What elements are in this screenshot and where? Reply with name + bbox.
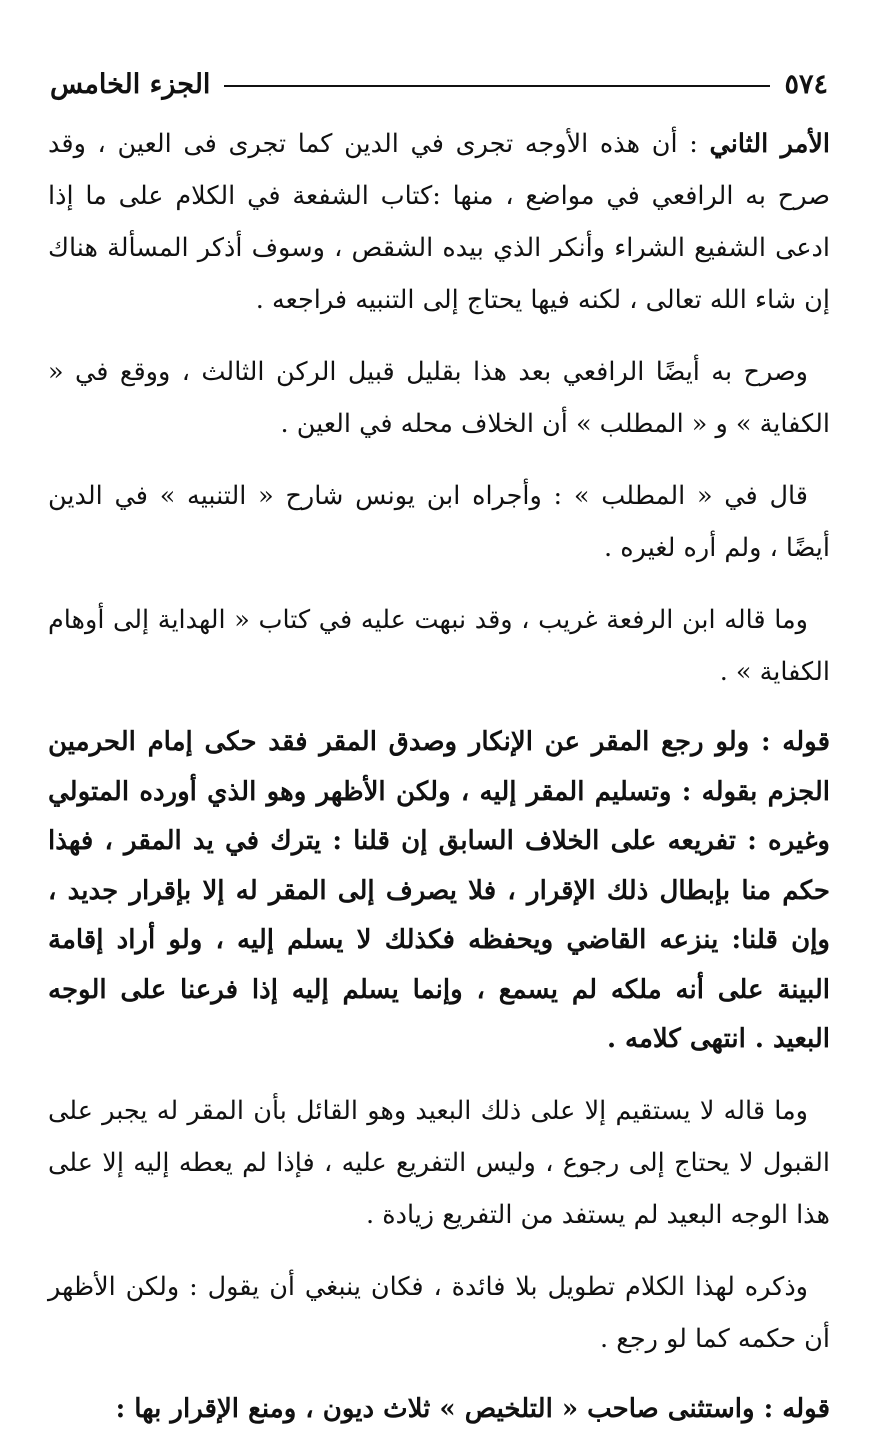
paragraph: وصرح به أيضًا الرافعي بعد هذا بقليل قبيل الركن الثالث ، ووقع في « الكفاية » و « المطلب » أن الخلاف محله في العين . xyxy=(48,357,830,439)
page-number: ٥٧٤ xyxy=(784,68,828,100)
paragraph: قال في « المطلب » : وأجراه ابن يونس شارح « التنبيه » في الدين أيضًا ، ولم أره لغيره . xyxy=(48,481,830,563)
quoted-paragraph: قوله : ولو رجع المقر عن الإنكار وصدق المقر فقد حكى إمام الحرمين الجزم بقوله : وتسليم المقر إليه ، ولكن الأظهر وهو الذي أورده المتولي وغيره : تفريعه على الخلاف السابق إن قلنا : يترك في يد المقر ، فهذا حكم منا بإبطال ذلك الإقرار ، فلا يصرف إلى المقر له إلا بإقرار جديد ، وإن قلنا: ينزعه القاضي ويحفظه فكذلك لا يسلم إليه ، ولو أراد إقامة البينة على أنه ملكه لم يسمع ، وإنما يسلم إليه إذا فرعنا على الوجه البعيد . انتهى كلامه . xyxy=(48,727,830,1054)
paragraph: وما قاله ابن الرفعة غريب ، وقد نبهت عليه في كتاب « الهداية إلى أوهام الكفاية » . xyxy=(48,605,830,687)
paragraph: وذكره لهذا الكلام تطويل بلا فائدة ، فكان ينبغي أن يقول : ولكن الأظهر أن حكمه كما لو رجع . xyxy=(48,1271,830,1354)
paragraph: وما قاله لا يستقيم إلا على ذلك البعيد وهو القائل بأن المقر له يجبر على القبول لا يحتاج إلى رجوع ، وليس التفريع عليه ، فإذا لم يعطه إليه إلا على هذا الوجه البعيد لم يستفد من التفريع زيادة . xyxy=(48,1095,830,1230)
running-title: الجزء الخامس xyxy=(50,68,211,100)
paragraph-text: : أن هذه الأوجه تجرى في الدين كما تجرى فى العين ، وقد صرح به الرافعي في مواضع ، منها :كتاب الشفعة في الكلام على ما إذا ادعى الشفيع الشراء وأنكر الذي بيده الشقص ، وسوف أذكر المسألة هناك إن شاء الله تعالى ، لكنه فيها يحتاج إلى التنبيه فراجعه . xyxy=(48,129,830,315)
page-header xyxy=(50,62,828,106)
paragraph-lead: الأمر الثاني xyxy=(709,129,831,159)
header-rule xyxy=(224,85,770,87)
paragraph xyxy=(48,118,830,326)
quoted-paragraph: قوله : واستثنى صاحب « التلخيص » ثلاث ديون ، ومنع الإقرار بها : xyxy=(115,1393,830,1424)
body-text xyxy=(48,118,830,1454)
